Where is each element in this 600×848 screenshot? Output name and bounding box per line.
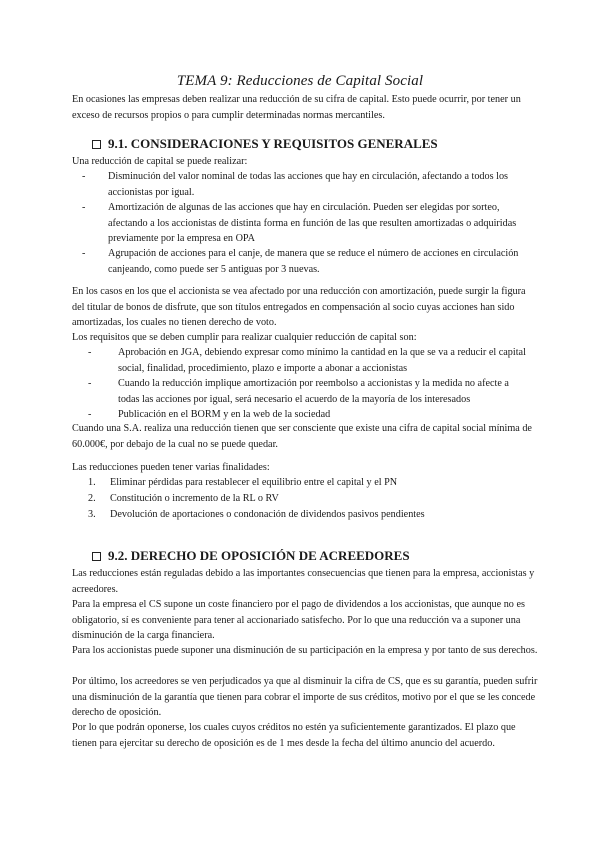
company-paragraph: Para la empresa el CS supone un coste financiero por el pago de dividendos a los accionistas, que aunque no es obligatorio, sí es conveniente para tener al accionariado satisfecho. Por lo que una reducción va a suponer una disminución de la carga financiera. <box>72 599 525 642</box>
dash-marker: - <box>82 171 86 182</box>
sa-paragraph: Cuando una S.A. realiza una reducción tienen que ser consciente que existe una cifra de capital social mínima de 60.000€, por debajo de la cual no se puede quedar. <box>72 423 532 450</box>
dash-marker: - <box>88 409 92 420</box>
page-title: TEMA 9: Reducciones de Capital Social <box>176 73 424 89</box>
reduction-ways-list <box>82 169 528 277</box>
dash-marker: - <box>88 347 92 358</box>
dash-marker: - <box>88 378 92 389</box>
checkbox-icon <box>92 552 101 561</box>
regulation-paragraph: Las reducciones están reguladas debido a las importantes consecuencias que tienen para la empresa, accionistas y acreedores. <box>72 568 535 595</box>
checkbox-icon <box>92 140 101 149</box>
shareholders-paragraph: Para los accionistas puede suponer una disminución de su participación en la empresa y por tanto de sus derechos. <box>72 645 538 656</box>
creditors-paragraph: Por último, los acreedores se ven perjudicados ya que al disminuir la cifra de CS, que es su garantía, pueden sufrir una disminución de la garantía que tienen para cobrar el importe de sus créditos, motivo por el que se les concede derecho de oposición. <box>72 676 538 719</box>
requirements-lead: Los requisitos que se deben cumplir para realizar cualquier reducción de capital son: <box>72 332 417 343</box>
list-item: - Aprobación en JGA, debiendo expresar como mínimo la cantidad en la que se va a reducir el capital social, finalidad, procedimiento, plazo e importe a abonar a accionistas <box>88 347 526 374</box>
dash-marker: - <box>82 202 86 213</box>
opposition-paragraph: Por lo que podrán oponerse, los cuales cuyos créditos no estén ya suficientemente garantizados. El plazo que tienen para ejercitar su derecho de oposición es de 1 mes desde la fecha del último anuncio del acuerdo. <box>72 722 516 749</box>
section-heading-label: 9.1. CONSIDERACIONES Y REQUISITOS GENERALES <box>108 136 438 151</box>
section-heading-9-1 <box>92 136 438 152</box>
purposes-list <box>88 475 530 523</box>
list-item: - Publicación en el BORM y en la web de la sociedad <box>118 407 530 423</box>
list-item: 2. Constitución o incremento de la RL o RV <box>88 493 279 504</box>
ways-lead: Una reducción de capital se puede realizar: <box>72 156 248 167</box>
list-item: - Cuando la reducción implique amortización por reembolso a accionistas y la medida no afecte a todas las acciones por igual, será necesario el acuerdo de la mayoría de los interesados <box>88 378 509 405</box>
list-item: - Disminución del valor nominal de todas las acciones que hay en circulación, afectando a todos los accionistas por igual. <box>82 171 509 198</box>
bonos-paragraph: En los casos en los que el accionista se vea afectado por una reducción con amortización, puede surgir la figura del titular de bonos de disfrute, que son títulos entregados en compensación al socio cuyas acciones han sido amortizadas, los cuales no tienen derecho de voto. <box>72 286 526 329</box>
section-heading-label: 9.2. DERECHO DE OPOSICIÓN DE ACREEDORES <box>108 548 410 563</box>
list-item: 1. Eliminar pérdidas para restablecer el equilibrio entre el capital y el PN <box>88 477 398 488</box>
list-item: - Amortización de algunas de las acciones que hay en circulación. Pueden ser elegidas por sorteo, afectando a los accionistas de distinta forma en función de las que resulten amortizadas o adquiridas previamente por la empresa en OPA <box>82 202 517 245</box>
section-heading-9-2 <box>92 548 410 564</box>
list-item: - Agrupación de acciones para el canje, de manera que se reduce el número de acciones en circulación canjeando, como puede ser 5 antiguas por 3 nuevas. <box>82 248 519 275</box>
requirements-list <box>88 345 530 423</box>
intro-paragraph: En ocasiones las empresas deben realizar una reducción de su cifra de capital. Esto puede ocurrir, por tener un exceso de recursos propios o para cumplir determinadas normas mercantiles. <box>72 94 521 121</box>
purposes-lead: Las reducciones pueden tener varias finalidades: <box>72 462 270 473</box>
dash-marker: - <box>82 248 86 259</box>
list-item: 3. Devolución de aportaciones o condonación de dividendos pasivos pendientes <box>88 509 425 520</box>
